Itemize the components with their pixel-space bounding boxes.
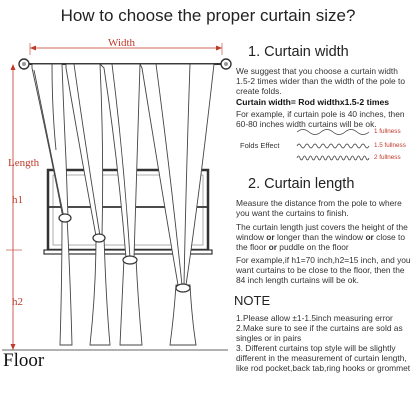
section2-para2: The curtain length just covers the height of the window or longer than the window or close to the floor or puddle on the floor bbox=[236, 222, 408, 253]
section1-formula: Curtain width= Rod widthx1.5-2 times bbox=[236, 97, 390, 107]
width-label: Width bbox=[108, 37, 136, 49]
note-item-1: 1.Please allow ±1-1.5inch measuring error bbox=[236, 313, 393, 323]
fullness-label-2: 2 fullness bbox=[374, 154, 401, 161]
note-heading: NOTE bbox=[234, 293, 271, 308]
page-title: How to choose the proper curtain size? bbox=[60, 6, 356, 25]
section2-para3: For example,if h1=70 inch,h2=15 inch, and you want curtains to be close to the floor, then the 84 inch length curtains will be ok. bbox=[236, 255, 411, 286]
fullness-label-1-5: 1.5 fullness bbox=[374, 142, 406, 149]
h1-label: h1 bbox=[12, 194, 23, 206]
section2-para1: Measure the distance from the pole to where you want the curtains to finish. bbox=[236, 198, 402, 219]
length-label: Length bbox=[8, 157, 40, 169]
section1-para1: We suggest that you choose a curtain width 1.5-2 times wider than the width of the pole to create folds. bbox=[236, 66, 405, 97]
folds-effect-label: Folds Effect bbox=[240, 141, 280, 150]
section1-heading: 1. Curtain width bbox=[248, 44, 349, 60]
floor-label: Floor bbox=[3, 350, 45, 371]
h2-label: h2 bbox=[12, 296, 23, 308]
folds-effect-diagram bbox=[297, 130, 369, 161]
section1-para2: For example, if curtain pole is 40 inches, then 60-80 inches width curtains will be ok. bbox=[236, 109, 405, 130]
curtain-panels bbox=[32, 64, 214, 345]
section2-heading: 2. Curtain length bbox=[248, 176, 355, 192]
note-item-3: 3. Different curtains top style will be slightly different in the measurement of curtain length, like rod pocket,back tab,ring hooks or grommet bbox=[236, 343, 411, 374]
fullness-label-1: 1 fullness bbox=[374, 128, 401, 135]
note-item-2: 2.Make sure to see if the curtains are sold as singles or in pairs bbox=[236, 323, 403, 344]
